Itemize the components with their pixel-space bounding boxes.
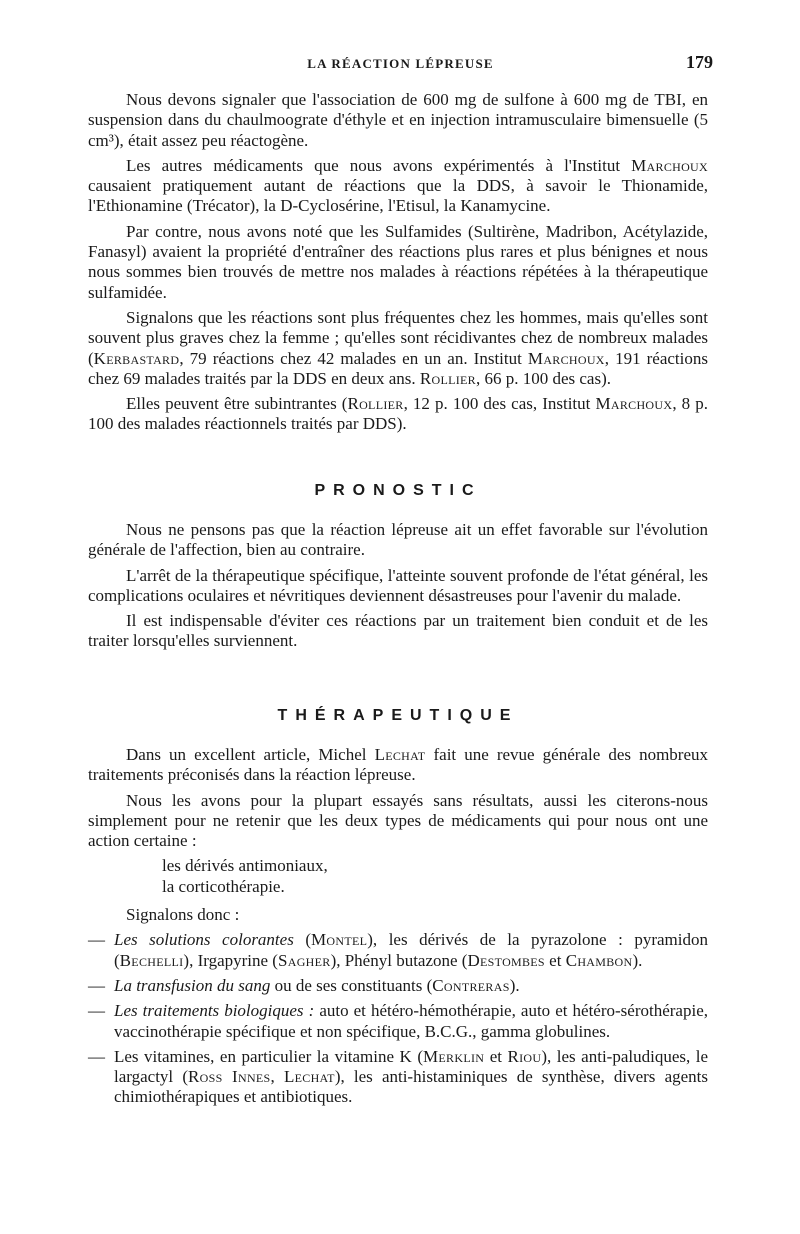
paragraph: Elles peuvent être subintrantes (Rollier, 12 p. 100 des cas, Institut Marchoux, 8 p. 100 des malades réactionnels traités par DDS).	[88, 394, 709, 434]
paragraph: Il est indispensable d'éviter ces réactions par un traitement bien conduit et de les traiter lorsqu'elles surviennent.	[88, 611, 708, 651]
paragraph: L'arrêt de la thérapeutique spécifique, l'atteinte souvent profonde de l'état général, les complications oculaires et névritiques deviennent désastreuses pour l'avenir du malade.	[88, 565, 708, 605]
drug-types-list	[88, 856, 708, 897]
author-name: Lechat	[374, 745, 426, 764]
section-title: PRONOSTIC	[314, 482, 482, 499]
author-name: Kerbastard	[93, 348, 180, 368]
list-item: les dérivés antimoniaux,	[162, 856, 328, 876]
paragraph: Nous ne pensons pas que la réaction lépreuse ait un effet favorable sur l'évolution générale de l'affection, bien au contraire.	[88, 520, 708, 560]
section-title: THÉRAPEUTIQUE	[277, 707, 519, 724]
therapeutique-text-block	[88, 745, 708, 1113]
section-heading-therapeutique	[88, 707, 708, 725]
list-item: — Les solutions colorantes (Montel), les dérivés de la pyrazolone : pyramidon (Bechelli), Irgapyrine (Sagher), Phényl butazone (Destombes et Chambon).	[88, 930, 708, 970]
paragraph: Nous devons signaler que l'association de 600 mg de sulfone à 600 mg de TBI, en suspension dans du chaulmoograte d'éthyle et en injection intramusculaire bimensuelle (5 cm³), était assez peu réactogène.	[88, 90, 708, 150]
paragraph: Par contre, nous avons noté que les Sulfamides (Sultirène, Madribon, Acétylazide, Fanasyl) avaient la propriété d'entraîner des réactions plus rares et plus bénignes et nous nous sommes bien trouvés de mettre nos malades à réactions répétées à la thérapeutique sulfamidée.	[88, 221, 708, 302]
pronostic-text-block	[88, 520, 708, 657]
paragraph: Signalons que les réactions sont plus fréquentes chez les hommes, mais qu'elles sont souvent plus graves chez la femme ; qu'elles sont récidivantes chez de nombreux malades (Kerbastard, 79 réactions chez 42 malades en un an. Institut Marchoux, 191 réactions chez 69 malades traités par la DDS en deux ans. Rollier, 66 p. 100 des cas).	[88, 307, 708, 388]
list-item: — La transfusion du sang ou de ses constituants (Contreras).	[88, 975, 520, 995]
running-title: LA RÉACTION LÉPREUSE	[307, 56, 494, 71]
paragraph: Les autres médicaments que nous avons expérimentés à l'Institut Marchoux causaient pratiquement autant de réactions que la DDS, à savoir le Thionamide, l'Ethionamine (Trécator), la D-Cyclosérine, l'Etisul, la Kanamycine.	[88, 155, 708, 216]
author-name: Rollier	[347, 394, 404, 414]
list-item: — Les traitements biologiques : auto et hétéro-hémothérapie, auto et hétéro-sérothérapie, vaccinothérapie spécifique et non spécifique, B.C.G., gamma globulines.	[88, 1001, 708, 1041]
paragraph: Nous les avons pour la plupart essayés sans résultats, aussi les citerons-nous simplement pour ne retenir que les deux types de médicaments qui pour nous ont une action certaine :	[88, 790, 708, 851]
list-item: — Les vitamines, en particulier la vitamine K (Merklin et Riou), les anti-paludiques, le largactyl (Ross Innes, Lechat), les anti-histaminiques de synthèse, divers agents chimiothérapiques et antibiotiques.	[88, 1046, 709, 1107]
treatments-list	[88, 930, 708, 1107]
page-number: 179	[686, 52, 713, 72]
page-header	[88, 52, 713, 76]
author-name: Marchoux	[527, 348, 605, 368]
body-text-block	[88, 90, 708, 440]
author-name: Marchoux	[595, 394, 673, 414]
section-heading-pronostic	[88, 482, 708, 500]
author-name: Marchoux	[631, 155, 708, 175]
list-item: la corticothérapie.	[162, 876, 285, 896]
paragraph: Dans un excellent article, Michel Lechat fait une revue générale des nombreux traitements préconisés dans la réaction lépreuse.	[88, 745, 708, 785]
author-name: Rollier	[419, 368, 476, 388]
paragraph: Signalons donc :	[126, 905, 240, 925]
